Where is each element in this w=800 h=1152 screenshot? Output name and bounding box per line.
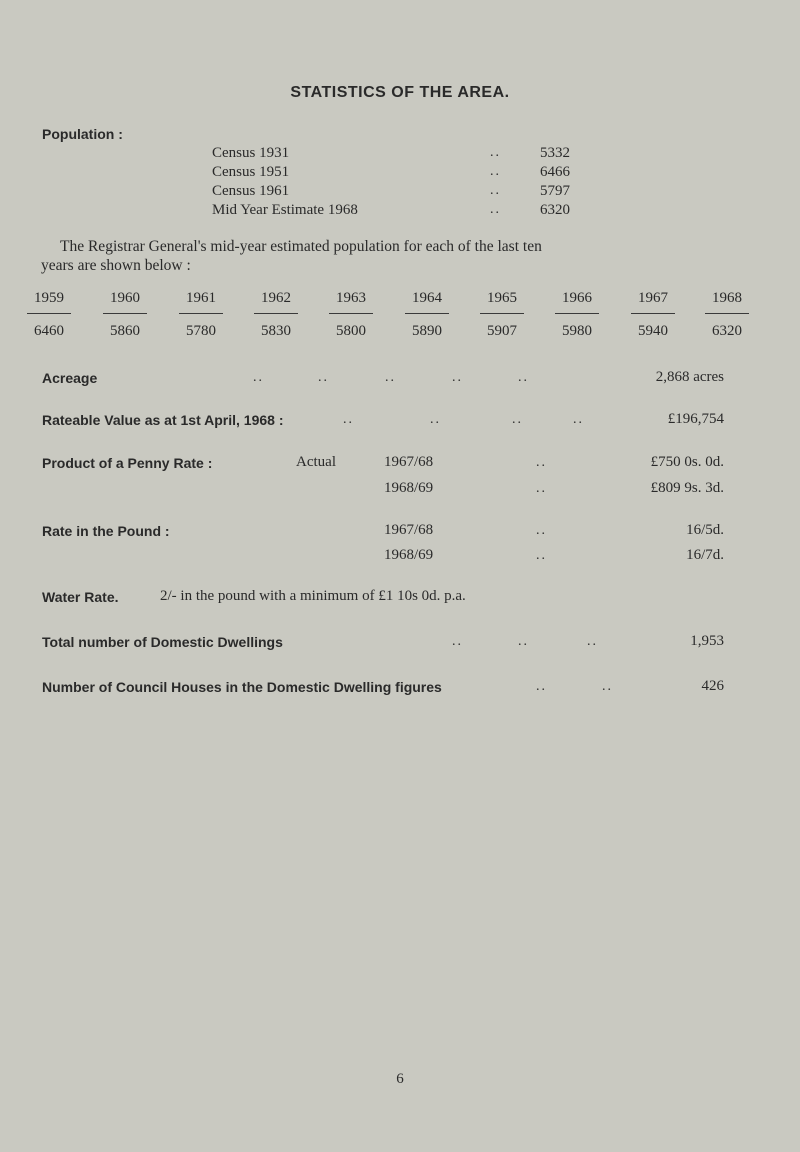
population-row-value: 5332 — [540, 145, 570, 161]
year-header: 1965 — [487, 290, 517, 306]
population-row-name: Census 1951 — [212, 164, 290, 180]
penny-rate-value: £809 9s. 3d. — [650, 480, 724, 496]
page-number: 6 — [396, 1071, 404, 1087]
population-row-value: 6466 — [540, 164, 570, 180]
leader-dots: .. — [490, 145, 501, 160]
column-rule — [103, 313, 147, 314]
penny-rate-actual: Actual — [296, 454, 336, 470]
population-row-value: 5797 — [540, 183, 570, 199]
leader-dots: .. — [573, 412, 584, 427]
population-paragraph-line1: The Registrar General's mid-year estimated population for each of the last ten — [60, 238, 542, 255]
leader-dots: .. — [518, 370, 529, 385]
rateable-value-label: Rateable Value as at 1st April, 1968 : — [42, 412, 284, 428]
leader-dots: .. — [536, 523, 547, 538]
population-value: 6320 — [712, 323, 742, 339]
rate-in-pound-value: 16/7d. — [686, 547, 724, 563]
rate-in-pound-year: 1967/68 — [384, 522, 434, 538]
acreage-value: 2,868 acres — [655, 369, 724, 385]
rate-in-pound-year: 1968/69 — [384, 547, 434, 563]
population-label: Population : — [42, 126, 123, 142]
dwellings-label: Total number of Domestic Dwellings — [42, 634, 283, 650]
column-rule — [179, 313, 223, 314]
population-value: 5907 — [487, 323, 517, 339]
population-row-value: 6320 — [540, 202, 570, 218]
penny-rate-year: 1968/69 — [384, 480, 434, 496]
leader-dots: .. — [518, 634, 529, 649]
column-rule — [405, 313, 449, 314]
population-paragraph-line2: years are shown below : — [41, 257, 191, 274]
year-header: 1968 — [712, 290, 742, 306]
population-row-name: Census 1931 — [212, 145, 290, 161]
water-rate-label: Water Rate. — [42, 589, 119, 605]
leader-dots: .. — [602, 679, 613, 694]
column-rule — [631, 313, 675, 314]
year-header: 1963 — [336, 290, 366, 306]
leader-dots: .. — [490, 164, 501, 179]
population-row-name: Census 1961 — [212, 183, 290, 199]
population-value: 5980 — [562, 323, 592, 339]
leader-dots: .. — [536, 481, 547, 496]
leader-dots: .. — [490, 183, 501, 198]
penny-rate-year: 1967/68 — [384, 454, 434, 470]
acreage-label: Acreage — [42, 370, 98, 386]
population-row-name: Mid Year Estimate 1968 — [212, 202, 358, 218]
column-rule — [329, 313, 373, 314]
leader-dots: .. — [536, 548, 547, 563]
year-header: 1966 — [562, 290, 592, 306]
dwellings-value: 1,953 — [690, 633, 724, 649]
column-rule — [254, 313, 298, 314]
leader-dots: .. — [536, 679, 547, 694]
population-value: 5830 — [261, 323, 291, 339]
population-value: 6460 — [34, 323, 64, 339]
population-value: 5860 — [110, 323, 140, 339]
leader-dots: .. — [490, 202, 501, 217]
page-title: STATISTICS OF THE AREA. — [290, 84, 510, 101]
penny-rate-label: Product of a Penny Rate : — [42, 455, 213, 471]
leader-dots: .. — [430, 412, 441, 427]
population-value: 5780 — [186, 323, 216, 339]
leader-dots: .. — [253, 370, 264, 385]
leader-dots: .. — [512, 412, 523, 427]
year-header: 1967 — [638, 290, 668, 306]
column-rule — [705, 313, 749, 314]
leader-dots: .. — [385, 370, 396, 385]
leader-dots: .. — [318, 370, 329, 385]
population-value: 5800 — [336, 323, 366, 339]
leader-dots: .. — [452, 634, 463, 649]
population-value: 5890 — [412, 323, 442, 339]
column-rule — [555, 313, 599, 314]
leader-dots: .. — [587, 634, 598, 649]
council-houses-label: Number of Council Houses in the Domestic Dwelling figures — [42, 679, 442, 695]
column-rule — [27, 313, 71, 314]
column-rule — [480, 313, 524, 314]
year-header: 1964 — [412, 290, 442, 306]
year-header: 1960 — [110, 290, 140, 306]
year-header: 1962 — [261, 290, 291, 306]
rate-in-pound-value: 16/5d. — [686, 522, 724, 538]
population-value: 5940 — [638, 323, 668, 339]
leader-dots: .. — [343, 412, 354, 427]
penny-rate-value: £750 0s. 0d. — [650, 454, 724, 470]
rate-in-pound-label: Rate in the Pound : — [42, 523, 170, 539]
leader-dots: .. — [536, 455, 547, 470]
leader-dots: .. — [452, 370, 463, 385]
water-rate-text: 2/- in the pound with a minimum of £1 10s 0d. p.a. — [160, 588, 466, 604]
council-houses-value: 426 — [701, 678, 724, 694]
rateable-value: £196,754 — [667, 411, 724, 427]
year-header: 1961 — [186, 290, 216, 306]
year-header: 1959 — [34, 290, 64, 306]
